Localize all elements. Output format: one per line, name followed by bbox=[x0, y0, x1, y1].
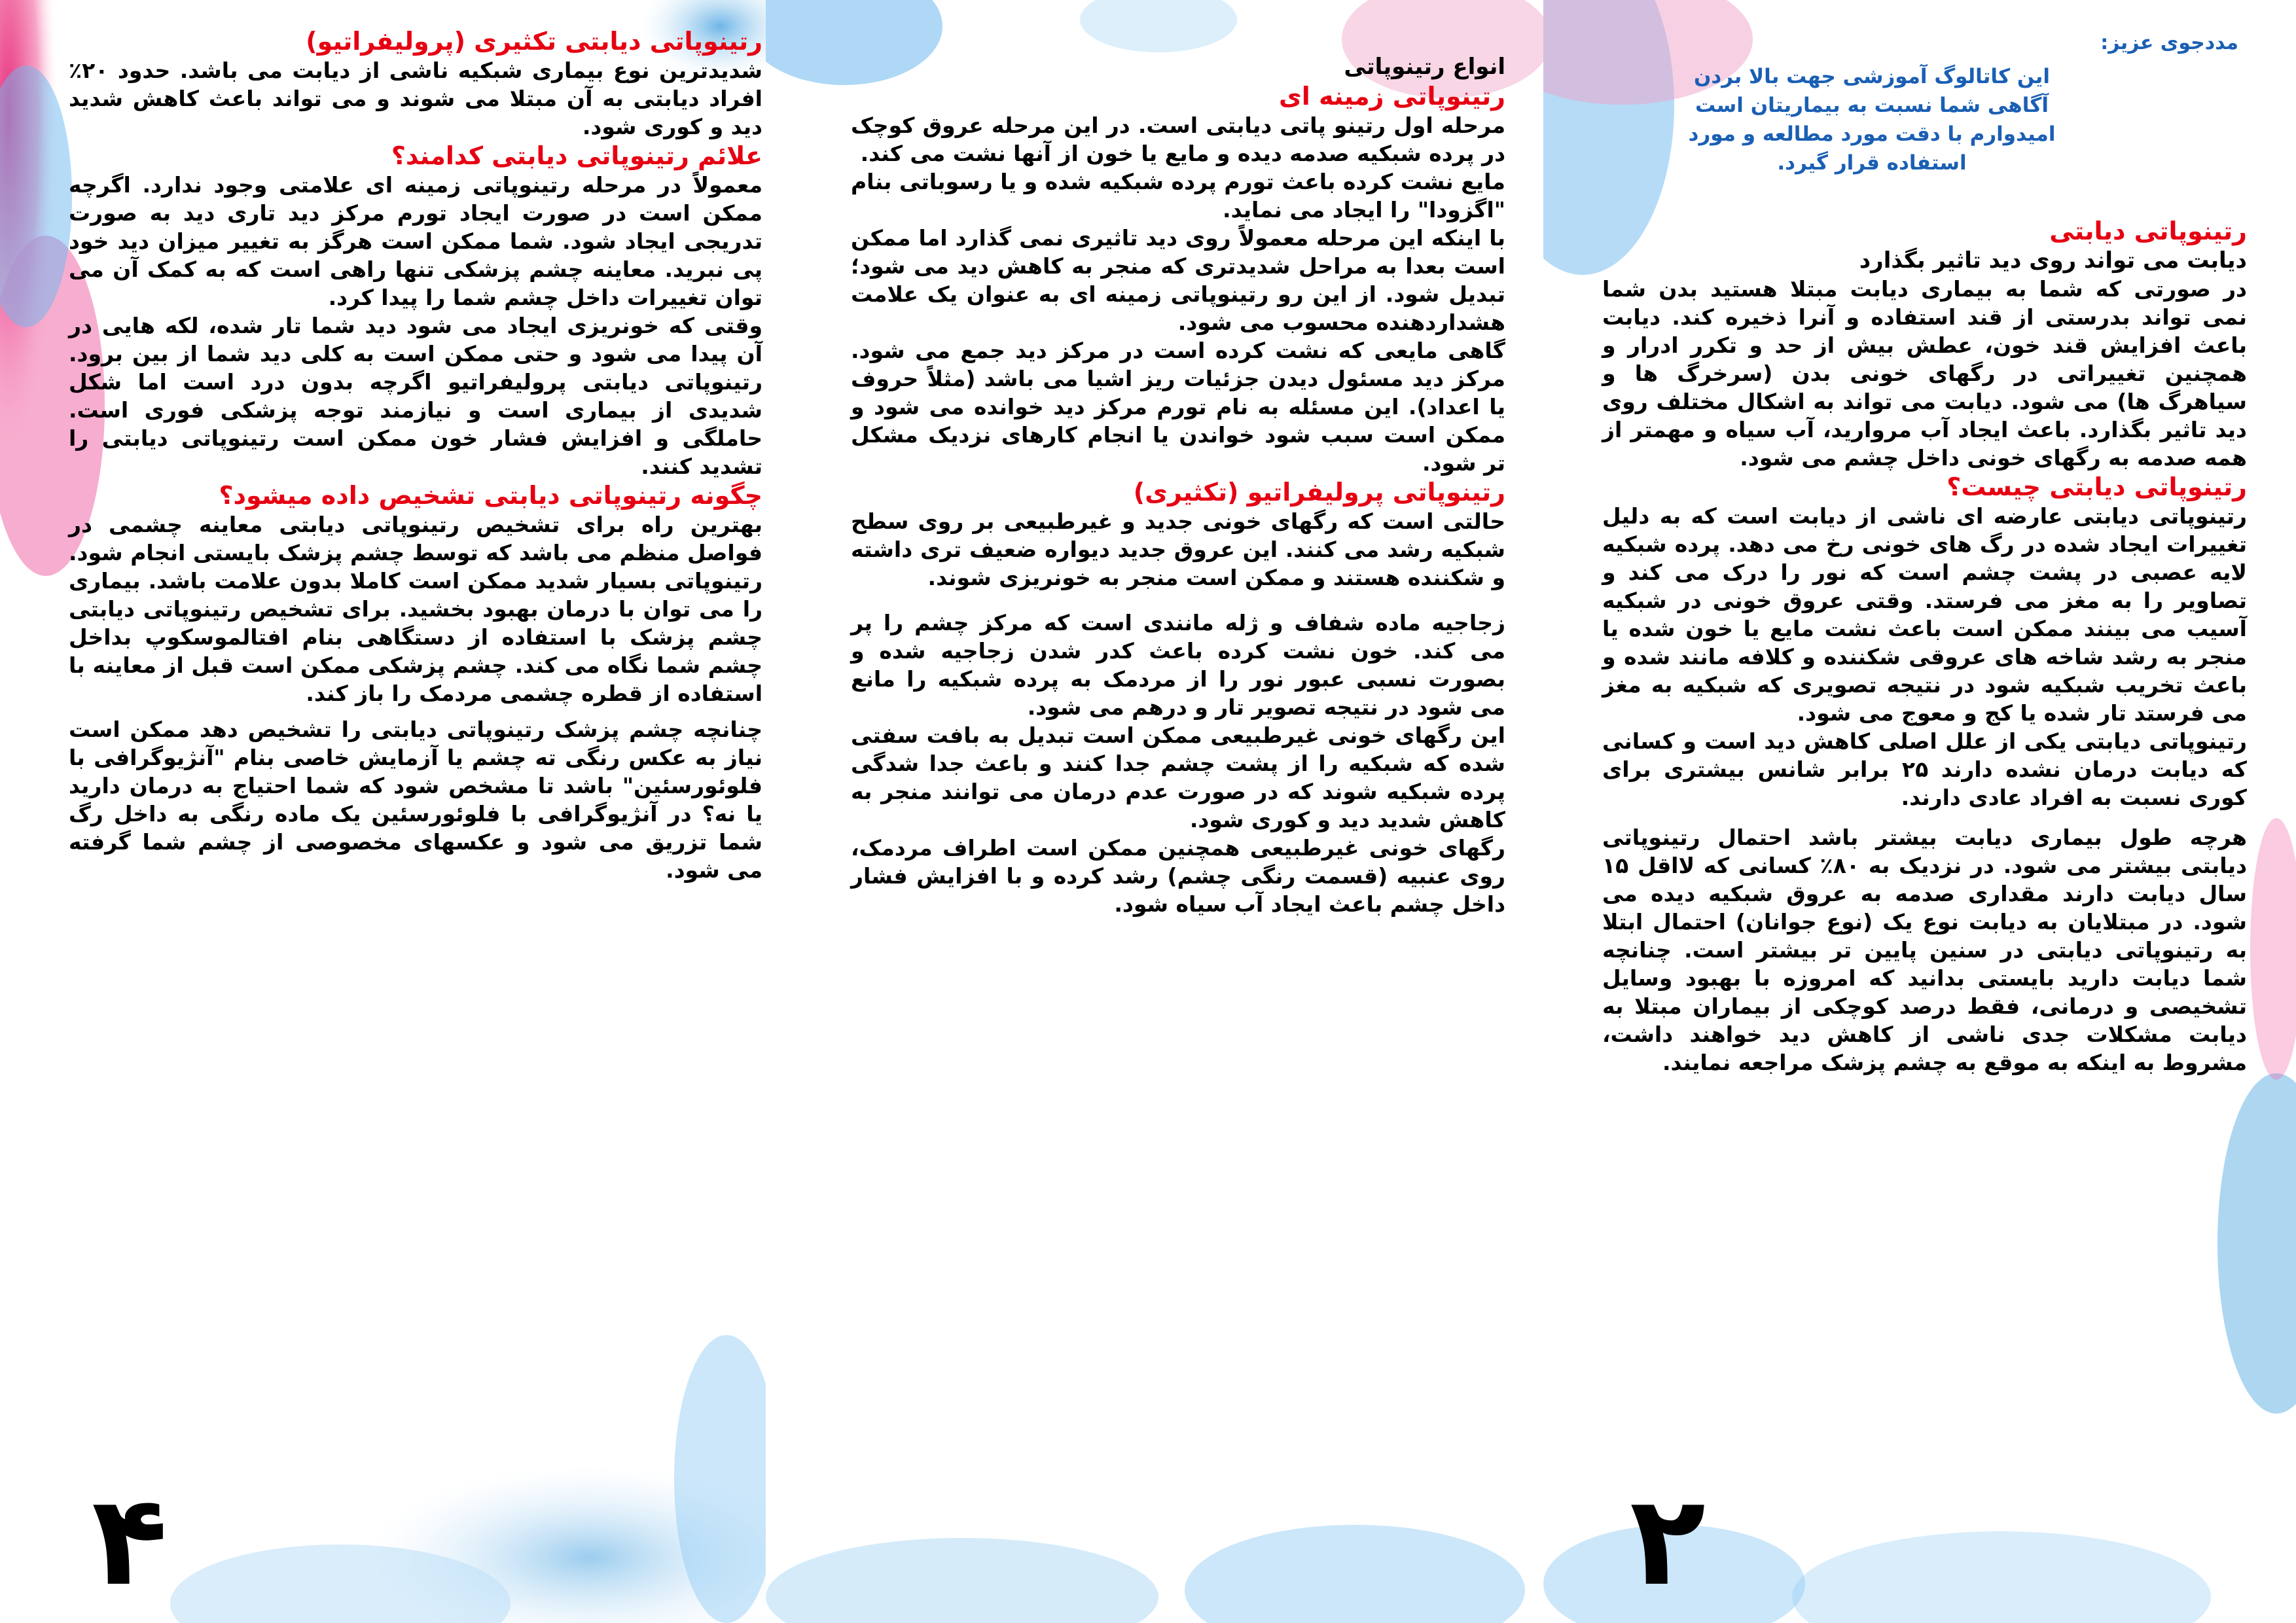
paragraph: چنانچه چشم پزشک رتینوپاتی دیابتی را تشخیص دهد ممکن است نیاز به عکس رنگی ته چشم یا آزمایش خاصی بنام "آنژیوگرافی با فلوئورسئین" باشد تا مشخص شود که شما احتیاج به درمان دارید یا نه؟ در آنژیوگرافی با فلوئورسئین یک ماده رنگی به داخل رگ شما تزریق می شود و عکسهای مخصوصی از چشم شما گرفته می شود. bbox=[69, 717, 762, 883]
heading-types: انواع رتینوپاتی bbox=[1344, 54, 1505, 80]
page-number: ۴ bbox=[92, 1469, 168, 1613]
heading-proliferative: رتینوپاتی پرولیفراتیو (تکثیری) bbox=[1133, 478, 1505, 507]
paragraph: معمولاً در مرحله رتینوپاتی زمینه ای علامتی وجود ندارد. اگرچه ممکن است در صورت ایجاد تورم مرکز دید تاری دید به صورت تدریجی ایجاد شود. شما ممکن است هرگز به تغییر میزان دید خود پی نبرید. معاینه چشم پزشکی تنها راهی است که به کمک آن می توان تغییرات داخل چشم شما را پیدا کرد. bbox=[69, 172, 762, 310]
greeting: مددجوی عزیز: bbox=[2100, 31, 2238, 54]
heading-symptoms: علائم رتینوپاتی دیابتی کدامند؟ bbox=[391, 141, 762, 170]
panel2-text bbox=[1602, 216, 2247, 1077]
paragraph: بهترین راه برای تشخیص رتینوپاتی دیابتی معاینه چشمی در فواصل منظم می باشد که توسط چشم پزشک بایستی انجام شود. رتینوپاتی بسیار شدید ممکن است کاملا بدون علامت باشد. بیماری را می توان با درمان بهبود بخشید. برای تشخیص رتینوپاتی دیابتی چشم پزشک با استفاده از دستگاهی بنام افتالموسکوپ بداخل چشم شما نگاه می کند. چشم پزشکی ممکن است قبل از معاینه با استفاده از قطره چشمی مردمک را باز کند. bbox=[69, 512, 762, 706]
heading-background: رتینوپاتی زمینه ای bbox=[1278, 82, 1505, 111]
paragraph: این رگهای خونی غیرطبیعی ممکن است تبدیل به بافت سفتی شده که شبکیه را از پشت چشم جدا کنند و باعث جدا شدگی پرده شبکیه شوند که در صورت عدم درمان می توانند منجر به کاهش شدید دید و کوری شود. bbox=[851, 722, 1505, 832]
paragraph: با اینکه این مرحله معمولاً روی دید تاثیری نمی گذارد اما ممکن است بعدا به مراحل شدیدتری که منجر به کاهش دید می شود؛ تبدیل شود. از این رو رتینوپاتی زمینه ای به عنوان یک علامت هشداردهنده محسوب می شود. bbox=[851, 225, 1505, 335]
panel3-text bbox=[851, 26, 1505, 918]
paragraph: مرحله اول رتینو پاتی دیابتی است. در این مرحله عروق کوچک در پرده شبکیه صدمه دیده و مایع یا خون از آنها نشت می کند. bbox=[851, 113, 1505, 166]
heading-diagnosis: چگونه رتینوپاتی دیابتی تشخیص داده میشود؟ bbox=[219, 481, 762, 510]
paragraph: رگهای خونی غیرطبیعی همچنین ممکن است اطراف مردمک، روی عنبیه (قسمت رنگی چشم) رشد کرده و با افزایش فشار داخل چشم باعث ایجاد آب سیاه شود. bbox=[851, 835, 1505, 917]
paragraph: گاهی مایعی که نشت کرده است در مرکز دید جمع می شود. مرکز دید مسئول دیدن جزئیات ریز اشیا می باشد (مثلاً حروف یا اعداد). این مسئله به نام تورم مرکز دید خوانده می شود و ممکن است سبب شود خواندن یا انجام کارهای نزدیک مشکل تر شود. bbox=[851, 338, 1505, 476]
heading-what-is: رتینوپاتی دیابتی چیست؟ bbox=[1946, 473, 2247, 501]
paragraph: حالتی است که رگهای خونی جدید و غیرطبیعی بر روی سطح شبکیه رشد می کنند. این عروق جدید دیواره ضعیف تری داشته و شکننده هستند و ممکن است منجر به خونریزی شوند. bbox=[851, 508, 1505, 590]
paragraph: رتینوپاتی دیابتی عارضه ای ناشی از دیابت است که به دلیل تغییرات ایجاد شده در رگ های خونی رخ می دهد. پرده شبکیه لایه عصبی در پشت چشم است که نور را درک می کند و تصاویر را به مغز می فرستد. وقتی عروق خونی در شبکیه آسیب می بینند ممکن است باعث نشت مایع یا خون شده یا منجر به رشد شاخه های عروقی شکننده و کلافه مانند شده و باعث تخریب شبکیه شود در نتیجه تصویری که شبکیه به مغز می فرستد تار شده یا کج و معوج می شود. bbox=[1602, 503, 2247, 726]
panel-page-4 bbox=[0, 0, 766, 1623]
paragraph: وقتی که خونریزی ایجاد می شود دید شما تار شده، لکه هایی در آن پیدا می شود و حتی ممکن است به کلی دید شما از بین برود. رتینوپاتی دیابتی پرولیفراتیو اگرچه بدون درد است اما شکل شدیدی از بیماری است و نیازمند توجه پزشکی فوری است. حاملگی و افزایش فشار خون ممکن است رتینوپاتی دیابتی را تشدید کنند. bbox=[69, 313, 762, 479]
paragraph: در صورتی که شما به بیماری دیابت مبتلا هستید بدن شما نمی تواند بدرستی از قند استفاده و آنرا ذخیره کند. دیابت باعث افزایش قند خون، عطش بیش از حد و تکرر ادرار و همچنین تغییراتی در رگهای خونی بدن (سرخرگ ها و سیاهرگ ها) می شود. دیابت می تواند به اشکال مختلف روی دید تاثیر بگذارد. باعث ایجاد آب مروارید، آب سیاه و مهمتر از همه صدمه به رگهای خونی داخل چشم می شود. bbox=[1602, 276, 2247, 471]
paragraph: رتینوپاتی دیابتی یکی از علل اصلی کاهش دید است و کسانی که دیابت درمان نشده دارند ۲۵ برابر شانس بیشتری برای کوری نسبت به افراد عادی دارند. bbox=[1602, 728, 2247, 810]
paragraph: زجاجیه ماده شفاف و ژله مانندی است که مرکز چشم را پر می کند. خون نشت کرده باعث کدر شدن زجاجیه شده و بصورت نسبی عبور نور را از مردمک به پرده شبکیه را مانع می شود در نتیجه تصویر تار و درهم می شود. bbox=[851, 610, 1505, 720]
paragraph: شدیدترین نوع بیماری شبکیه ناشی از دیابت می باشد. حدود ۲۰٪ افراد دیابتی به آن مبتلا می شوند و می تواند باعث کاهش شدید دید و کوری شود. bbox=[69, 58, 762, 139]
page-number: ۲ bbox=[1630, 1469, 1706, 1613]
heading-proliferative: رتینوپاتی دیابتی تکثیری (پرولیفراتیو) bbox=[306, 27, 762, 56]
paragraph: مایع نشت کرده باعث تورم پرده شبکیه شده و یا رسوباتی بنام "اگزودا" را ایجاد می نماید. bbox=[851, 169, 1505, 223]
panel-page-3 bbox=[766, 0, 1543, 1623]
paragraph: هرچه طول بیماری دیابت بیشتر باشد احتمال رتینوپاتی دیابتی بیشتر می شود. در نزدیک به ۸۰٪ کسانی که لااقل ۱۵ سال دیابت دارند مقداری صدمه به عروق شبکیه دیده می شود. در مبتلایان به دیابت نوع یک (نوع جوانان) احتمال ابتلا به رتینوپاتی دیابتی در سنین پایین تر بیشتر است. چنانچه شما دیابت دارید بایستی بدانید که امروزه با بهبود وسایل تشخیصی و درمانی، فقط درصد کوچکی از بیماران مبتلا به دیابت مشکلات جدی ناشی از کاهش دید خواهند داشت، مشروط به اینکه به موقع به چشم پزشک مراجعه نمایند. bbox=[1602, 825, 2248, 1075]
subheading: دیابت می تواند روی دید تاثیر بگذارد bbox=[1859, 247, 2247, 274]
panel4-text bbox=[69, 26, 762, 884]
intro-note: این کاتالوگ آموزشی جهت بالا بردن آگاهی شما نسبت به بیماریتان است امیدوارم با دقت مورد مطالعه و مورد استفاده قرار گیرد. bbox=[1688, 65, 2056, 175]
heading-diabetic-retinopathy: رتینوپاتی دیابتی bbox=[2049, 217, 2247, 245]
